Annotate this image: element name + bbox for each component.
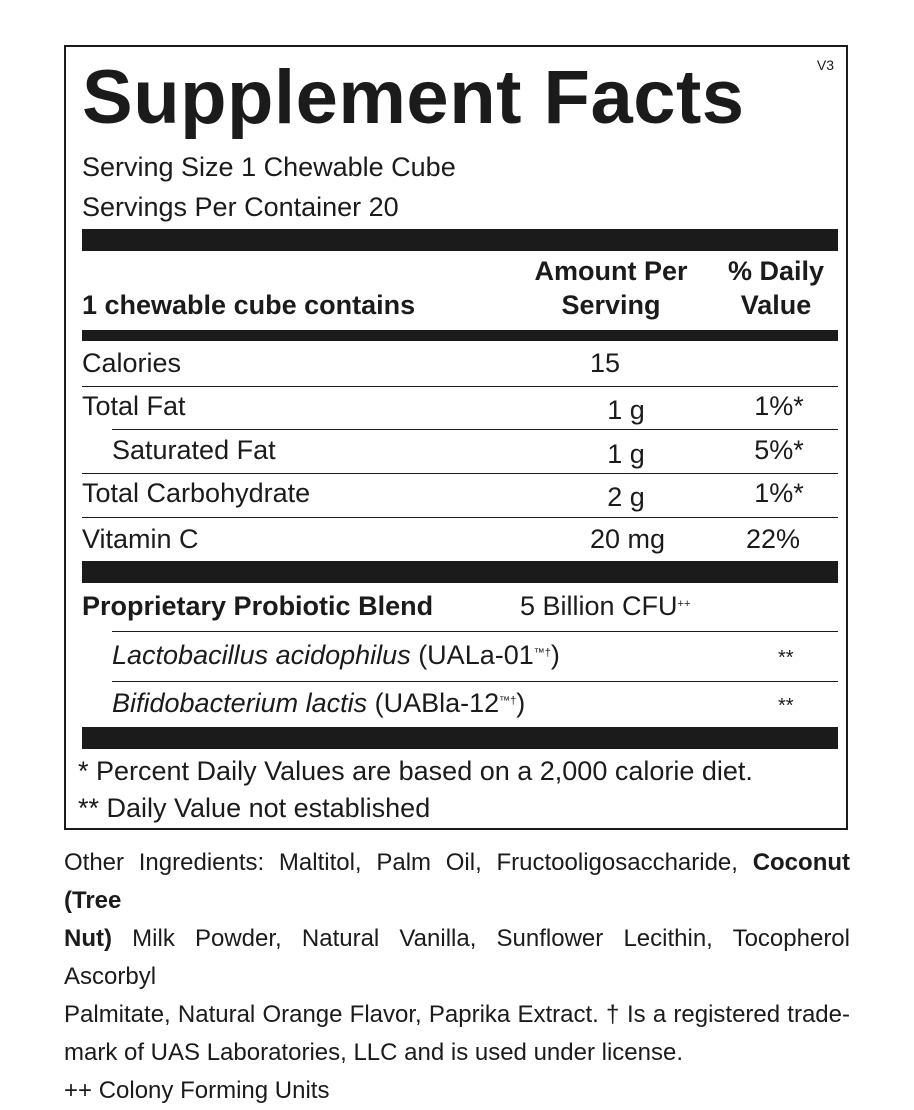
version-label: V3 — [816, 57, 834, 73]
other-ingredients-line-2: Nut) Milk Powder, Natural Vanilla, Sunflower Lecithin, Tocopherol Ascorbyl — [64, 925, 850, 990]
row-divider — [82, 473, 838, 474]
medium-divider — [82, 330, 838, 341]
trademark-mark: ™† — [533, 647, 551, 659]
row-divider — [112, 631, 838, 632]
blend-name: Proprietary Probiotic Blend — [82, 591, 434, 621]
nutrient-amount-vitamin-c: 20 mg — [590, 524, 666, 554]
contains-header: 1 chewable cube contains — [82, 290, 416, 320]
nutrient-amount-total-fat: 1 g — [607, 395, 645, 425]
supplement-facts-panel — [64, 45, 848, 830]
nutrient-name-vitamin-c: Vitamin C — [82, 524, 199, 554]
nutrient-dv-total-carbohydrate: 1%* — [754, 478, 804, 508]
row-divider — [82, 386, 838, 387]
thick-divider — [82, 561, 838, 583]
nutrient-name-calories: Calories — [82, 348, 182, 378]
amount-per-serving-header: Amount Per Serving — [534, 256, 688, 320]
nutrient-dv-total-fat: 1%* — [754, 391, 804, 421]
strain-lactobacillus: Lactobacillus acidophilus (UALa-01™†) — [112, 640, 560, 670]
nutrient-dv-vitamin-c: 22% — [746, 524, 801, 554]
trademark-mark: ™† — [499, 695, 517, 707]
nutrient-amount-calories: 15 — [590, 348, 621, 378]
other-ingredients — [64, 844, 850, 1110]
footnote-percent-dv: * Percent Daily Values are based on a 2,000 calorie diet. — [78, 756, 753, 786]
row-divider — [112, 681, 838, 682]
nutrient-name-total-carbohydrate: Total Carbohydrate — [82, 478, 311, 508]
serving-size: Serving Size 1 Chewable Cube — [82, 152, 456, 182]
strain-dv-bifidobacterium: ** — [778, 695, 794, 717]
nutrient-amount-total-carbohydrate: 2 g — [607, 482, 645, 512]
daily-value-header: % Daily Value — [727, 256, 825, 320]
strain-bifidobacterium: Bifidobacterium lactis (UABla-12™†) — [112, 688, 526, 718]
thick-divider — [82, 727, 838, 749]
nutrient-name-saturated-fat: Saturated Fat — [112, 435, 276, 465]
nutrient-dv-saturated-fat: 5%* — [754, 435, 804, 465]
strain-dv-lactobacillus: ** — [778, 647, 794, 669]
nutrient-name-total-fat: Total Fat — [82, 391, 186, 421]
nutrient-amount-saturated-fat: 1 g — [607, 439, 645, 469]
footnote-dv-not-established: ** Daily Value not established — [78, 793, 431, 823]
cfu-footnote-mark: ++ — [677, 598, 691, 610]
row-divider — [82, 517, 838, 518]
other-ingredients-line-4: mark of UAS Laboratories, LLC and is used under license. — [64, 1039, 683, 1066]
servings-per-container: Servings Per Container 20 — [82, 192, 399, 222]
other-ingredients-line-3: Palmitate, Natural Orange Flavor, Paprika Extract. † Is a registered trade- — [64, 1001, 850, 1028]
allergen-highlight: Coconut (Tree — [64, 849, 850, 914]
allergen-highlight: Nut) — [64, 925, 112, 952]
row-divider — [112, 429, 838, 430]
cfu-definition: ++ Colony Forming Units — [64, 1077, 330, 1104]
other-ingredients-line-1: Other Ingredients: Maltitol, Palm Oil, Fructooligosaccharide, Coconut (Tree — [64, 849, 850, 914]
panel-title: Supplement Facts — [82, 55, 745, 140]
blend-amount: 5 Billion CFU++ — [520, 591, 691, 621]
thick-divider — [82, 229, 838, 251]
